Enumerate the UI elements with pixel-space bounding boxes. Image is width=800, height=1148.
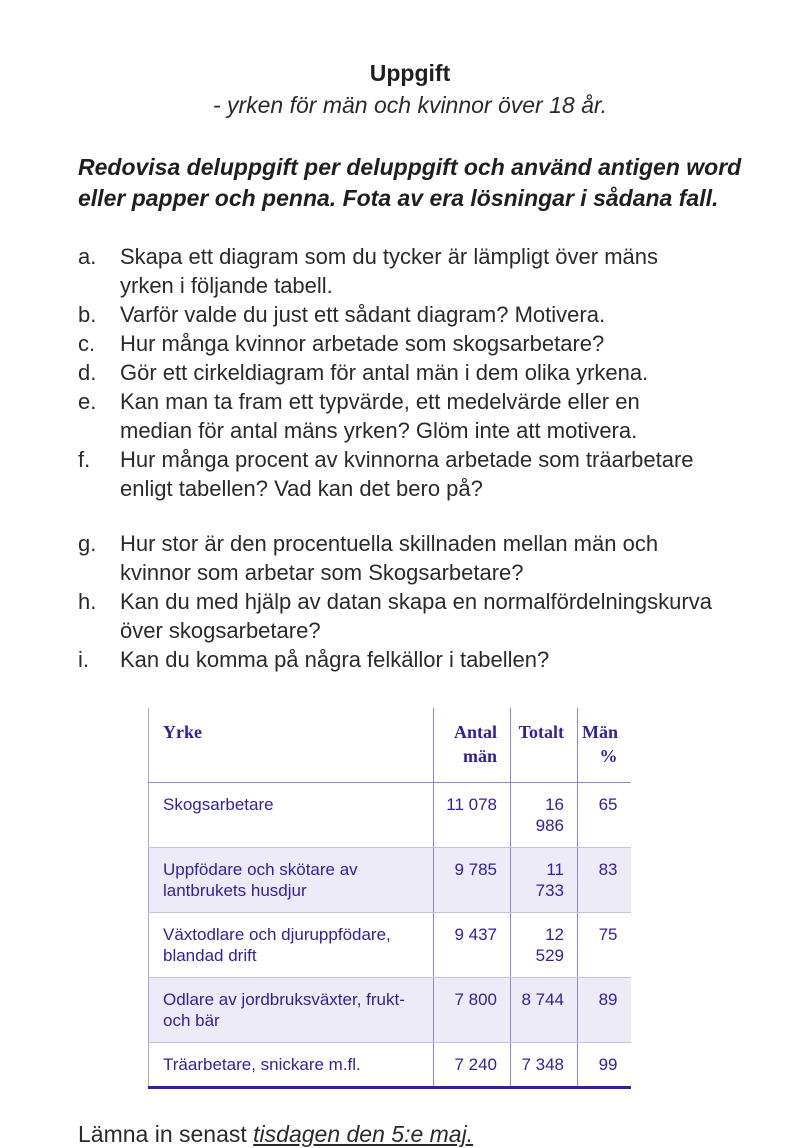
cell-totalt: 7 348 bbox=[511, 1043, 578, 1088]
doc-header bbox=[78, 60, 742, 119]
cell-yrke: Skogsarbetare bbox=[149, 783, 434, 848]
table-row bbox=[149, 783, 631, 848]
task-item-e bbox=[78, 387, 742, 445]
task-item-i bbox=[78, 645, 742, 674]
page-subtitle: - yrken för män och kvinnor över 18 år. bbox=[212, 92, 608, 118]
cell-totalt: 12 529 bbox=[511, 913, 578, 978]
task-letter: i. bbox=[78, 647, 89, 672]
intro-paragraph: Redovisa deluppgift per deluppgift och använd antigen word eller papper och penna. Fota av era lösningar i sådana fall. bbox=[78, 154, 742, 211]
cell-totalt: 8 744 bbox=[511, 978, 578, 1043]
task-text: Kan du med hjälp av datan skapa en normalfördelningskurva över skogsarbetare? bbox=[120, 589, 712, 643]
task-letter: e. bbox=[78, 389, 97, 414]
task-letter: a. bbox=[78, 244, 97, 269]
cell-man-procent: 89 bbox=[578, 978, 631, 1043]
task-letter: h. bbox=[78, 589, 97, 614]
cell-man-procent: 65 bbox=[578, 783, 631, 848]
task-text: Hur många procent av kvinnorna arbetade som träarbetare enligt tabellen? Vad kan det bero på? bbox=[120, 447, 694, 501]
task-text: Kan du komma på några felkällor i tabellen? bbox=[120, 647, 550, 672]
task-text: Varför valde du just ett sådant diagram? Motivera. bbox=[120, 302, 606, 327]
cell-man-procent: 75 bbox=[578, 913, 631, 978]
table-row bbox=[149, 978, 631, 1043]
table-header-row bbox=[149, 708, 631, 783]
task-letter: c. bbox=[78, 331, 96, 356]
cell-antal-man: 7 240 bbox=[434, 1043, 511, 1088]
task-text: Kan man ta fram ett typvärde, ett medelvärde eller en median för antal mäns yrken? Glöm inte att motivera. bbox=[120, 389, 640, 443]
cell-yrke: Växtodlare och djuruppfödare, blandad drift bbox=[149, 913, 434, 978]
task-letter: d. bbox=[78, 360, 97, 385]
deadline-prefix: Lämna in senast bbox=[78, 1121, 254, 1147]
table-row bbox=[149, 913, 631, 978]
table-row bbox=[149, 848, 631, 913]
cell-antal-man: 9 437 bbox=[434, 913, 511, 978]
column-header-man-procent: Män % bbox=[578, 708, 631, 783]
table-row bbox=[149, 1043, 631, 1088]
task-item-c bbox=[78, 329, 742, 358]
cell-totalt: 16 986 bbox=[511, 783, 578, 848]
cell-totalt: 11 733 bbox=[511, 848, 578, 913]
task-letter: g. bbox=[78, 531, 97, 556]
cell-yrke: Odlare av jordbruksväxter, frukt- och bär bbox=[149, 978, 434, 1043]
task-item-b bbox=[78, 300, 742, 329]
task-item-a bbox=[78, 242, 742, 300]
cell-antal-man: 11 078 bbox=[434, 783, 511, 848]
task-list-g-i bbox=[78, 529, 742, 674]
task-text: Gör ett cirkeldiagram för antal män i dem olika yrkena. bbox=[120, 360, 649, 385]
occupation-table-container bbox=[148, 708, 742, 1089]
cell-antal-man: 9 785 bbox=[434, 848, 511, 913]
task-item-f bbox=[78, 445, 742, 503]
task-item-d bbox=[78, 358, 742, 387]
deadline-date: tisdagen den 5:e maj. bbox=[253, 1121, 474, 1147]
task-item-g bbox=[78, 529, 742, 587]
deadline-note bbox=[78, 1121, 742, 1148]
task-text: Skapa ett diagram som du tycker är lämpligt över mäns yrken i följande tabell. bbox=[120, 244, 659, 298]
cell-man-procent: 99 bbox=[578, 1043, 631, 1088]
task-item-h bbox=[78, 587, 742, 645]
cell-man-procent: 83 bbox=[578, 848, 631, 913]
task-list-a-f bbox=[78, 242, 742, 503]
task-letter: f. bbox=[78, 447, 91, 472]
column-header-yrke: Yrke bbox=[149, 708, 434, 783]
task-letter: b. bbox=[78, 302, 97, 327]
column-header-totalt: Totalt bbox=[511, 708, 578, 783]
cell-antal-man: 7 800 bbox=[434, 978, 511, 1043]
cell-yrke: Uppfödare och skötare av lantbrukets husdjur bbox=[149, 848, 434, 913]
occupation-table bbox=[148, 708, 631, 1089]
page-title: Uppgift bbox=[369, 60, 451, 86]
task-text: Hur många kvinnor arbetade som skogsarbetare? bbox=[120, 331, 605, 356]
task-text: Hur stor är den procentuella skillnaden mellan män och kvinnor som arbetar som Skogsarbetare? bbox=[120, 531, 659, 585]
column-header-antal-man: Antal män bbox=[434, 708, 511, 783]
cell-yrke: Träarbetare, snickare m.fl. bbox=[149, 1043, 434, 1088]
